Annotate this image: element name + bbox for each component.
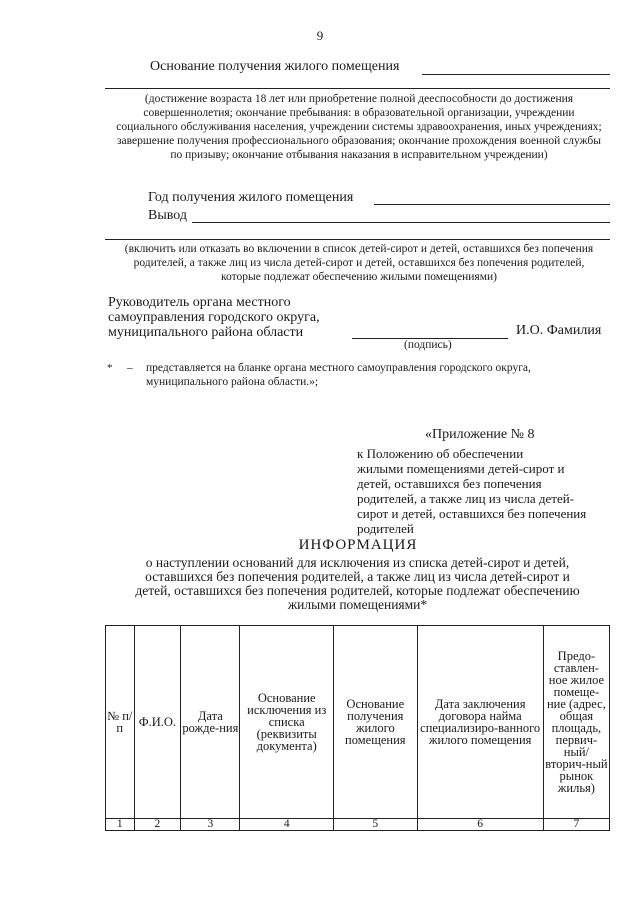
header-cell-housing-basis: Основание получения жилого помещения xyxy=(334,626,417,819)
header-cell-provided-housing: Предо-ставлен-ное жилое помеще-ние (адрес, общая площадь, первич-ный/ вторич-ный рынок жилья) xyxy=(543,626,609,819)
column-number: 2 xyxy=(134,819,181,831)
header-cell-birth-date: Дата рожде-ния xyxy=(181,626,240,819)
conclusion-label: Вывод xyxy=(148,208,187,223)
signatory-line3: муниципального района области xyxy=(108,325,304,340)
column-number: 1 xyxy=(106,819,135,831)
appendix-line: родителей xyxy=(357,521,414,536)
header-cell-number: № п/п xyxy=(106,626,135,819)
appendix-title: «Приложение № 8 xyxy=(425,427,535,442)
header-cell-exclusion-basis: Основание исключения из списка (реквизиты документа) xyxy=(240,626,334,819)
info-table xyxy=(105,625,610,831)
info-line: оставшихся без попечения родителей, а также лиц из числа детей-сирот и xyxy=(145,569,570,584)
signatory-line2: самоуправления городского округа, xyxy=(108,310,320,325)
column-number: 7 xyxy=(543,819,609,831)
appendix-line: к Положению об обеспечении xyxy=(357,446,524,461)
housing-basis-note: (достижение возраста 18 лет или приобретение полной дееспособности до достижения совершеннолетия; окончание пребывания: в образовательной организации, учреждении социального обслуживания населения, учреждении системы здравоохранения, иных учреждениях; завершение получения профессионального образования; окончание прохождения военной службы по призыву; окончание отбывания наказания в исправительном учреждении) xyxy=(116,93,602,161)
info-line: жилыми помещениями* xyxy=(287,597,428,612)
appendix-text xyxy=(357,446,609,536)
year-label: Год получения жилого помещения xyxy=(148,190,354,205)
column-number: 4 xyxy=(240,819,334,831)
info-line: о наступлении оснований для исключения из списка детей-сирот и детей, xyxy=(145,555,570,570)
appendix-line: родителей, а также лиц из числа детей- xyxy=(357,491,575,506)
footnote-dash: – xyxy=(127,362,133,374)
signatory-line1: Руководитель органа местного xyxy=(108,295,291,310)
info-title: ИНФОРМАЦИЯ xyxy=(298,537,418,553)
housing-basis-field-continuation[interactable] xyxy=(105,88,610,89)
year-field[interactable] xyxy=(374,204,610,205)
info-line: детей, оставшихся без попечения родителей, которые подлежат обеспечению xyxy=(135,583,580,598)
footnote-star: * xyxy=(107,362,113,374)
header-cell-contract-date: Дата заключения договора найма специализиро-ванного жилого помещения xyxy=(417,626,543,819)
housing-basis-label: Основание получения жилого помещения xyxy=(150,59,400,74)
signature-caption: (подпись) xyxy=(404,339,452,351)
header-cell-fio: Ф.И.О. xyxy=(134,626,181,819)
column-number: 3 xyxy=(181,819,240,831)
table-header-row xyxy=(106,626,610,819)
column-number: 6 xyxy=(417,819,543,831)
appendix-line: сирот и детей, оставшихся без попечения xyxy=(357,506,587,521)
signatory-name: И.О. Фамилия xyxy=(516,323,602,338)
footnote-line1: представляется на бланке органа местного самоуправления городского округа, xyxy=(146,362,531,374)
info-subtitle xyxy=(105,556,610,612)
appendix-line: детей, оставшихся без попечения xyxy=(357,476,542,491)
housing-basis-field[interactable] xyxy=(422,74,610,75)
footnote-line2: муниципального района области.»; xyxy=(146,376,319,388)
conclusion-field[interactable] xyxy=(192,222,610,223)
column-number: 5 xyxy=(334,819,417,831)
table-number-row xyxy=(106,819,610,831)
conclusion-field-continuation[interactable] xyxy=(105,239,610,240)
page-number: 9 xyxy=(316,28,324,43)
conclusion-note: (включить или отказать во включении в список детей-сирот и детей, оставшихся без попечения родителей, а также лиц из числа детей-сирот и детей, оставшихся без попечения родителей, которые подлежат обеспечению жилыми помещениями) xyxy=(124,243,594,283)
appendix-line: жилыми помещениями детей-сирот и xyxy=(357,461,565,476)
